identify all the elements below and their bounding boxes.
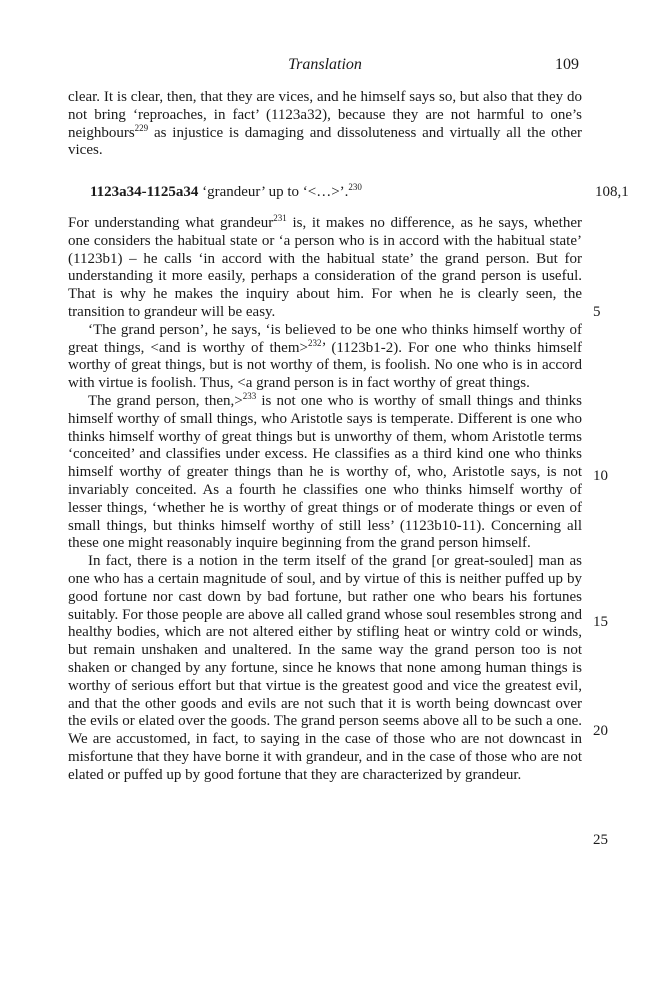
paragraph-text: is not one who is worthy of small things and thinks himself worthy of small things, who Aristotle says is temperate. Different is one who thinks himself worthy of great things but is unworthy of them, whom Aristotle terms ‘conceited’ and classifies under excess. He classifies as a third kind one who thinks himself worthy of greater things than he is worthy of, who, Aristotle says, is not invariably conceited. As a fourth he classifies one who thinks himself worthy of lesser things, ‘whether he is worthy of great things or of moderate things or even of small things, but thinks himself worthy of still less’ (1123b10-11). Concerning all these one might reasonably inquire beginning from the grand person himself.	[68, 392, 582, 552]
page-number: 109	[555, 56, 579, 73]
paragraph	[68, 215, 582, 322]
footnote-ref-231: 231	[273, 213, 287, 223]
opening-paragraph	[68, 89, 582, 160]
opening-text-cont: as injustice is damaging and dissoluteness and virtually all the other vices.	[68, 124, 582, 159]
lemma-reference: 1123a34-1125a34	[90, 184, 199, 200]
commentary-body	[68, 215, 582, 785]
page-reference-marker: 108,1	[595, 184, 629, 200]
running-head	[0, 56, 650, 76]
footnote-ref-229: 229	[134, 122, 149, 133]
running-title: Translation	[288, 56, 362, 73]
opening-text: clear. It is clear, then, that they are vices, and he himself says so, but also that they do not bring ‘reproaches, in fact’ (1123a32), because they are not harmful to one’s neighbours	[68, 89, 582, 141]
footnote-ref-230: 230	[348, 182, 362, 192]
paragraph-text: For understanding what grandeur	[68, 215, 274, 231]
section-heading	[90, 184, 362, 201]
line-number: 10	[593, 468, 608, 484]
paragraph-text: ’ (1123b1-2). For one who thinks himself worthy of great things, but is not worthy of them, is foolish. No one who is in accord with virtue is foolish. Thus, <a grand person is in fact worthy of great things.	[68, 339, 582, 392]
paragraph	[68, 322, 582, 393]
line-number: 5	[593, 304, 601, 320]
paragraph-text: The grand person, then,>	[88, 392, 243, 409]
paragraph	[68, 553, 582, 784]
footnote-ref-232: 232	[307, 337, 322, 348]
line-number: 25	[593, 832, 608, 848]
paragraph-text: is, it makes no difference, as he says, whether one considers the habitual state or ‘a person who is in accord with the habitual state’ (1123b1) – he calls ‘in accord with the habitual state’ the grand person. But for understanding it more easily, perhaps a consideration of the grand person is useful. That is why he makes the inquiry about him. For when he is clearly seen, the transition to grandeur will be easy.	[68, 215, 582, 320]
paragraph-text: ‘The grand person’, he says, ‘is believed to be one who thinks himself worthy of great things, <and is worthy of them>	[68, 321, 582, 356]
lemma-title: ‘grandeur’ up to ‘<…>’.	[198, 184, 349, 200]
line-number: 15	[593, 614, 608, 630]
footnote-ref-233: 233	[242, 390, 257, 401]
paragraph-text: In fact, there is a notion in the term itself of the grand [or great-souled] man as one who has a certain magnitude of soul, and by virtue of this is neither puffed up by good fortune nor cast down by bad fortune, but rather one who bears his fortunes suitably. For those people are above all called grand whose soul resembles strong and healthy bodies, which are not altered either by stifling heat or wintry cold or winds, but remain unshaken and unaltered. In the same way the grand person too is not shaken or changed by any fortune, since he knows that none among human things is worthy of serious effort but that virtue is the greatest good and vice the greatest evil, and that the other goods and evils are not such that it is worth being downcast over the evils or elated over the goods. The grand person seems above all to be such a one. We are accustomed, in fact, to saying in the case of those who are not downcast in misfortune that they have borne it with grandeur, and in the case of those who are not elated or puffed up by good fortune that they are characterized by grandeur.	[68, 553, 582, 783]
paragraph	[68, 390, 582, 553]
line-number: 20	[593, 723, 608, 739]
